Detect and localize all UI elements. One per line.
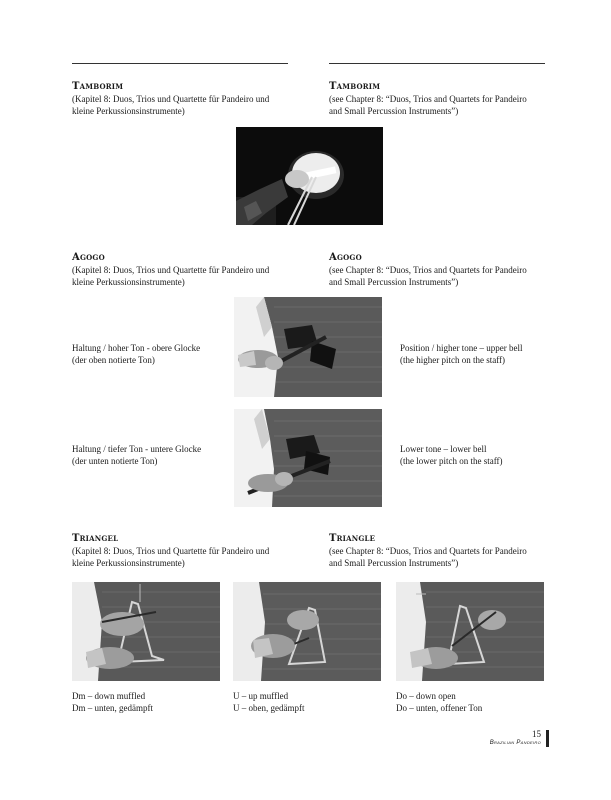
agogo-text-en (329, 264, 527, 288)
agogo-title-de: Agogo (72, 252, 105, 263)
tamborim-title-en: Tamborim (329, 81, 381, 92)
tamborim-title-de: Tamborim (72, 81, 124, 92)
agogo-text-en-line1: (see Chapter 8: “Duos, Trios and Quartets for Pandeiro (329, 265, 527, 275)
triangle-text-de-line1: (Kapitel 8: Duos, Trios und Quartette für Pandeiro und (72, 546, 270, 556)
agogo-high-photo (234, 297, 382, 397)
triangle-caption-1-de: Dm – unten, gedämpft (72, 703, 153, 713)
triangle-title-de: Triangel (72, 533, 119, 544)
triangle-caption-2 (233, 690, 304, 714)
top-rule-left (72, 63, 288, 64)
top-rule-right (329, 63, 545, 64)
page-footer (490, 730, 549, 747)
agogo-low-photo (234, 409, 382, 507)
agogo-high-caption-de (72, 342, 200, 366)
agogo-text-de (72, 264, 269, 288)
triangle-caption-3-en: Do – down open (396, 691, 456, 701)
triangle-caption-2-de: U – oben, gedämpft (233, 703, 305, 713)
agogo-low-caption-de-line2: (der unten notierte Ton) (72, 456, 158, 466)
triangle-text-en-line2: and Small Percussion Instruments”) (329, 558, 459, 568)
book-title: Brazilian Pandeiro (489, 740, 541, 746)
tamborim-text-de-line1: (Kapitel 8: Duos, Trios und Quartette für Pandeiro und (72, 94, 270, 104)
tamborim-text-en-line2: and Small Percussion Instruments”) (329, 106, 459, 116)
tamborim-text-de (72, 93, 269, 117)
triangle-down-muffled-photo (72, 582, 220, 681)
agogo-low-caption-en (400, 443, 503, 467)
triangle-caption-3 (396, 690, 482, 714)
triangle-caption-1 (72, 690, 153, 714)
tamborim-text-en-line1: (see Chapter 8: “Duos, Trios and Quartets for Pandeiro (329, 94, 527, 104)
page-number: 15 (532, 729, 541, 739)
triangle-text-de (72, 545, 269, 569)
triangle-title-en: Triangle (329, 533, 376, 544)
tamborim-text-de-line2: kleine Perkussionsinstrumente) (72, 106, 185, 116)
triangle-caption-2-en: U – up muffled (233, 691, 289, 701)
agogo-text-de-line2: kleine Perkussionsinstrumente) (72, 277, 185, 287)
agogo-low-caption-de-line1: Haltung / tiefer Ton - untere Glocke (72, 444, 202, 454)
triangle-caption-3-de: Do – unten, offener Ton (396, 703, 483, 713)
agogo-low-caption-en-line1: Lower tone – lower bell (400, 444, 487, 454)
agogo-text-de-line1: (Kapitel 8: Duos, Trios und Quartette für Pandeiro und (72, 265, 270, 275)
agogo-high-caption-de-line2: (der oben notierte Ton) (72, 355, 155, 365)
agogo-title-en: Agogo (329, 252, 362, 263)
agogo-text-en-line2: and Small Percussion Instruments”) (329, 277, 459, 287)
triangle-text-de-line2: kleine Perkussionsinstrumente) (72, 558, 185, 568)
triangle-text-en-line1: (see Chapter 8: “Duos, Trios and Quartets for Pandeiro (329, 546, 527, 556)
tamborim-photo (236, 127, 383, 225)
agogo-high-caption-en (400, 342, 522, 366)
tamborim-text-en (329, 93, 527, 117)
agogo-low-caption-de (72, 443, 201, 467)
triangle-text-en (329, 545, 527, 569)
triangle-caption-1-en: Dm – down muffled (72, 691, 146, 701)
triangle-down-open-photo (396, 582, 544, 681)
agogo-high-caption-de-line1: Haltung / hoher Ton - obere Glocke (72, 343, 201, 353)
agogo-high-caption-en-line1: Position / higher tone – upper bell (400, 343, 523, 353)
agogo-high-caption-en-line2: (the higher pitch on the staff) (400, 355, 506, 365)
triangle-up-muffled-photo (233, 582, 381, 681)
agogo-low-caption-en-line2: (the lower pitch on the staff) (400, 456, 503, 466)
